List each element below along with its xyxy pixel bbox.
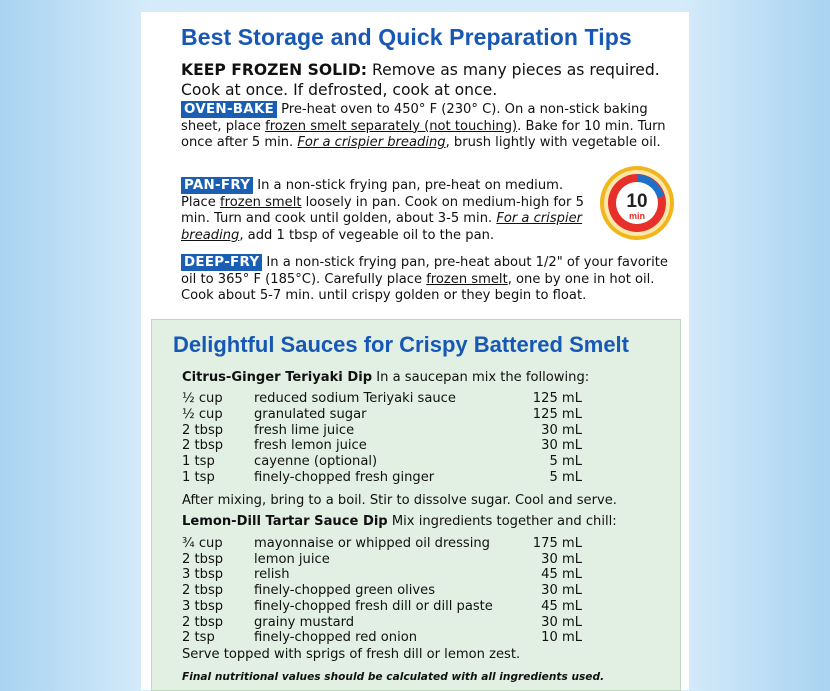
ingredient-quantity: ¾ cup	[182, 536, 223, 551]
tartar-note: Serve topped with sprigs of fresh dill or lemon zest.	[182, 647, 521, 662]
deep-fry-underline: frozen smelt	[426, 271, 508, 287]
oven-bake-text-3: , brush lightly with vegetable oil.	[445, 135, 661, 151]
recipe-card	[141, 12, 689, 690]
sauces-title: Delightful Sauces for Crispy Battered Smelt	[173, 332, 629, 357]
ingredient-quantity: 2 tsp	[182, 630, 215, 646]
ingredient-metric: 30 mL	[541, 583, 582, 599]
deep-fry-text: In a non-stick frying pan, pre-heat about 1/2" of your favorite oil to 365° F (185°C). Carefully place	[181, 255, 668, 287]
ingredient-row	[182, 391, 582, 407]
oven-bake-tip: For a crispier breading	[297, 135, 446, 151]
ingredient-metric: 30 mL	[541, 438, 582, 454]
timer-number: 10	[626, 191, 648, 212]
timer-unit: min	[628, 211, 646, 221]
citrus-recipe-title	[182, 370, 589, 385]
ingredient-name: finely-chopped fresh ginger	[254, 470, 435, 485]
ingredient-metric: 175 mL	[532, 536, 582, 551]
citrus-note: After mixing, bring to a boil. Stir to dissolve sugar. Cool and serve.	[182, 493, 617, 508]
citrus-recipe-intro: In a saucepan mix the following:	[372, 370, 590, 385]
keep-frozen-instruction	[181, 60, 681, 100]
tartar-recipe-title	[182, 514, 617, 529]
nutrition-disclaimer: Final nutritional values should be calculated with all ingredients used.	[182, 671, 605, 683]
ingredient-row	[182, 630, 582, 646]
ten-minute-timer-icon	[598, 164, 676, 242]
ingredient-quantity: 1 tsp	[182, 454, 215, 470]
ingredient-quantity: ½ cup	[182, 391, 223, 406]
ingredient-name: reduced sodium Teriyaki sauce	[254, 391, 456, 406]
ingredient-name: fresh lemon juice	[254, 438, 367, 454]
ingredient-row	[182, 407, 582, 423]
ingredient-name: finely-chopped green olives	[254, 583, 436, 599]
ingredient-row	[182, 567, 582, 583]
pan-fry-tag: PAN-FRY	[181, 177, 253, 194]
ingredient-metric: 30 mL	[541, 551, 582, 567]
ingredient-row	[182, 454, 582, 470]
pan-fry-section	[181, 177, 596, 244]
oven-bake-text: Pre-heat oven to 450° F (230° C). On a non-stick baking sheet, place	[181, 102, 648, 134]
ingredient-metric: 5 mL	[549, 470, 582, 485]
deep-fry-tag: DEEP-FRY	[181, 254, 262, 271]
ingredient-row	[182, 470, 582, 486]
ingredient-row	[182, 423, 582, 439]
ingredient-quantity: 2 tbsp	[182, 583, 224, 599]
keep-frozen-text: Remove as many pieces as required. Cook at once. If defrosted, cook at once.	[181, 61, 660, 99]
ingredient-quantity: 3 tbsp	[182, 567, 224, 583]
pan-fry-text-3: , add 1 tbsp of vegeable oil to the pan.	[239, 227, 495, 243]
ingredient-row	[182, 552, 582, 568]
ingredient-metric: 125 mL	[532, 406, 582, 422]
ingredient-metric: 5 mL	[549, 454, 582, 470]
ingredient-name: fresh lime juice	[254, 422, 355, 438]
ingredient-name: grainy mustard	[254, 614, 355, 630]
ingredient-row	[182, 615, 582, 631]
ingredient-name: cayenne (optional)	[254, 454, 378, 470]
deep-fry-text-2: , one by one in hot oil. Cook about 5-7 min. until crispy golden or they begin to float.	[181, 271, 655, 304]
ingredient-name: mayonnaise or whipped oil dressing	[254, 536, 490, 551]
oven-bake-text-2: . Bake for 10 min. Turn once after 5 min.	[181, 118, 666, 151]
page-title: Best Storage and Quick Preparation Tips	[181, 24, 632, 50]
pan-fry-tip-2: breading	[181, 227, 240, 243]
ingredient-quantity: 2 tbsp	[182, 422, 224, 438]
ingredient-row	[182, 583, 582, 599]
ingredient-metric: 10 mL	[541, 630, 582, 646]
deep-fry-section	[181, 254, 681, 305]
ingredient-quantity: 2 tbsp	[182, 614, 224, 630]
ingredient-metric: 45 mL	[541, 567, 582, 583]
ingredient-metric: 30 mL	[541, 422, 582, 438]
pan-fry-text-2: loosely in pan. Cook on medium-high for 5 min. Turn and cook until golden, about 3-5 min.	[181, 194, 584, 227]
ingredient-quantity: 3 tbsp	[182, 598, 224, 614]
ingredient-name: finely-chopped red onion	[254, 630, 418, 646]
ingredient-row	[182, 599, 582, 615]
ingredient-quantity: 2 tbsp	[182, 551, 224, 567]
oven-bake-section	[181, 101, 681, 152]
tartar-recipe-name: Lemon-Dill Tartar Sauce Dip	[182, 514, 388, 529]
sauces-panel	[151, 319, 681, 691]
oven-bake-underline: frozen smelt separately (not touching)	[265, 118, 518, 134]
pan-fry-tip: For a crispier	[496, 211, 583, 227]
ingredient-quantity: 1 tsp	[182, 470, 215, 485]
tartar-recipe-intro: Mix ingredients together and chill:	[387, 514, 617, 529]
ingredient-quantity: 2 tbsp	[182, 438, 224, 454]
ingredient-name: lemon juice	[254, 551, 330, 567]
ingredient-metric: 45 mL	[541, 598, 582, 614]
ingredient-quantity: ½ cup	[182, 406, 223, 422]
pan-fry-text: In a non-stick frying pan, pre-heat on medium. Place	[181, 178, 564, 210]
ingredient-row	[182, 536, 582, 552]
keep-frozen-label: KEEP FROZEN SOLID:	[181, 61, 368, 79]
oven-bake-tag: OVEN-BAKE	[181, 101, 277, 118]
ingredient-metric: 30 mL	[541, 614, 582, 630]
ingredient-name: finely-chopped fresh dill or dill paste	[254, 598, 493, 614]
pan-fry-underline: frozen smelt	[219, 194, 302, 210]
ingredient-name: granulated sugar	[254, 406, 367, 422]
ingredient-metric: 125 mL	[532, 391, 582, 406]
citrus-recipe-name: Citrus-Ginger Teriyaki Dip	[182, 370, 373, 385]
ingredient-row	[182, 438, 582, 454]
ingredient-name: relish	[254, 567, 290, 583]
